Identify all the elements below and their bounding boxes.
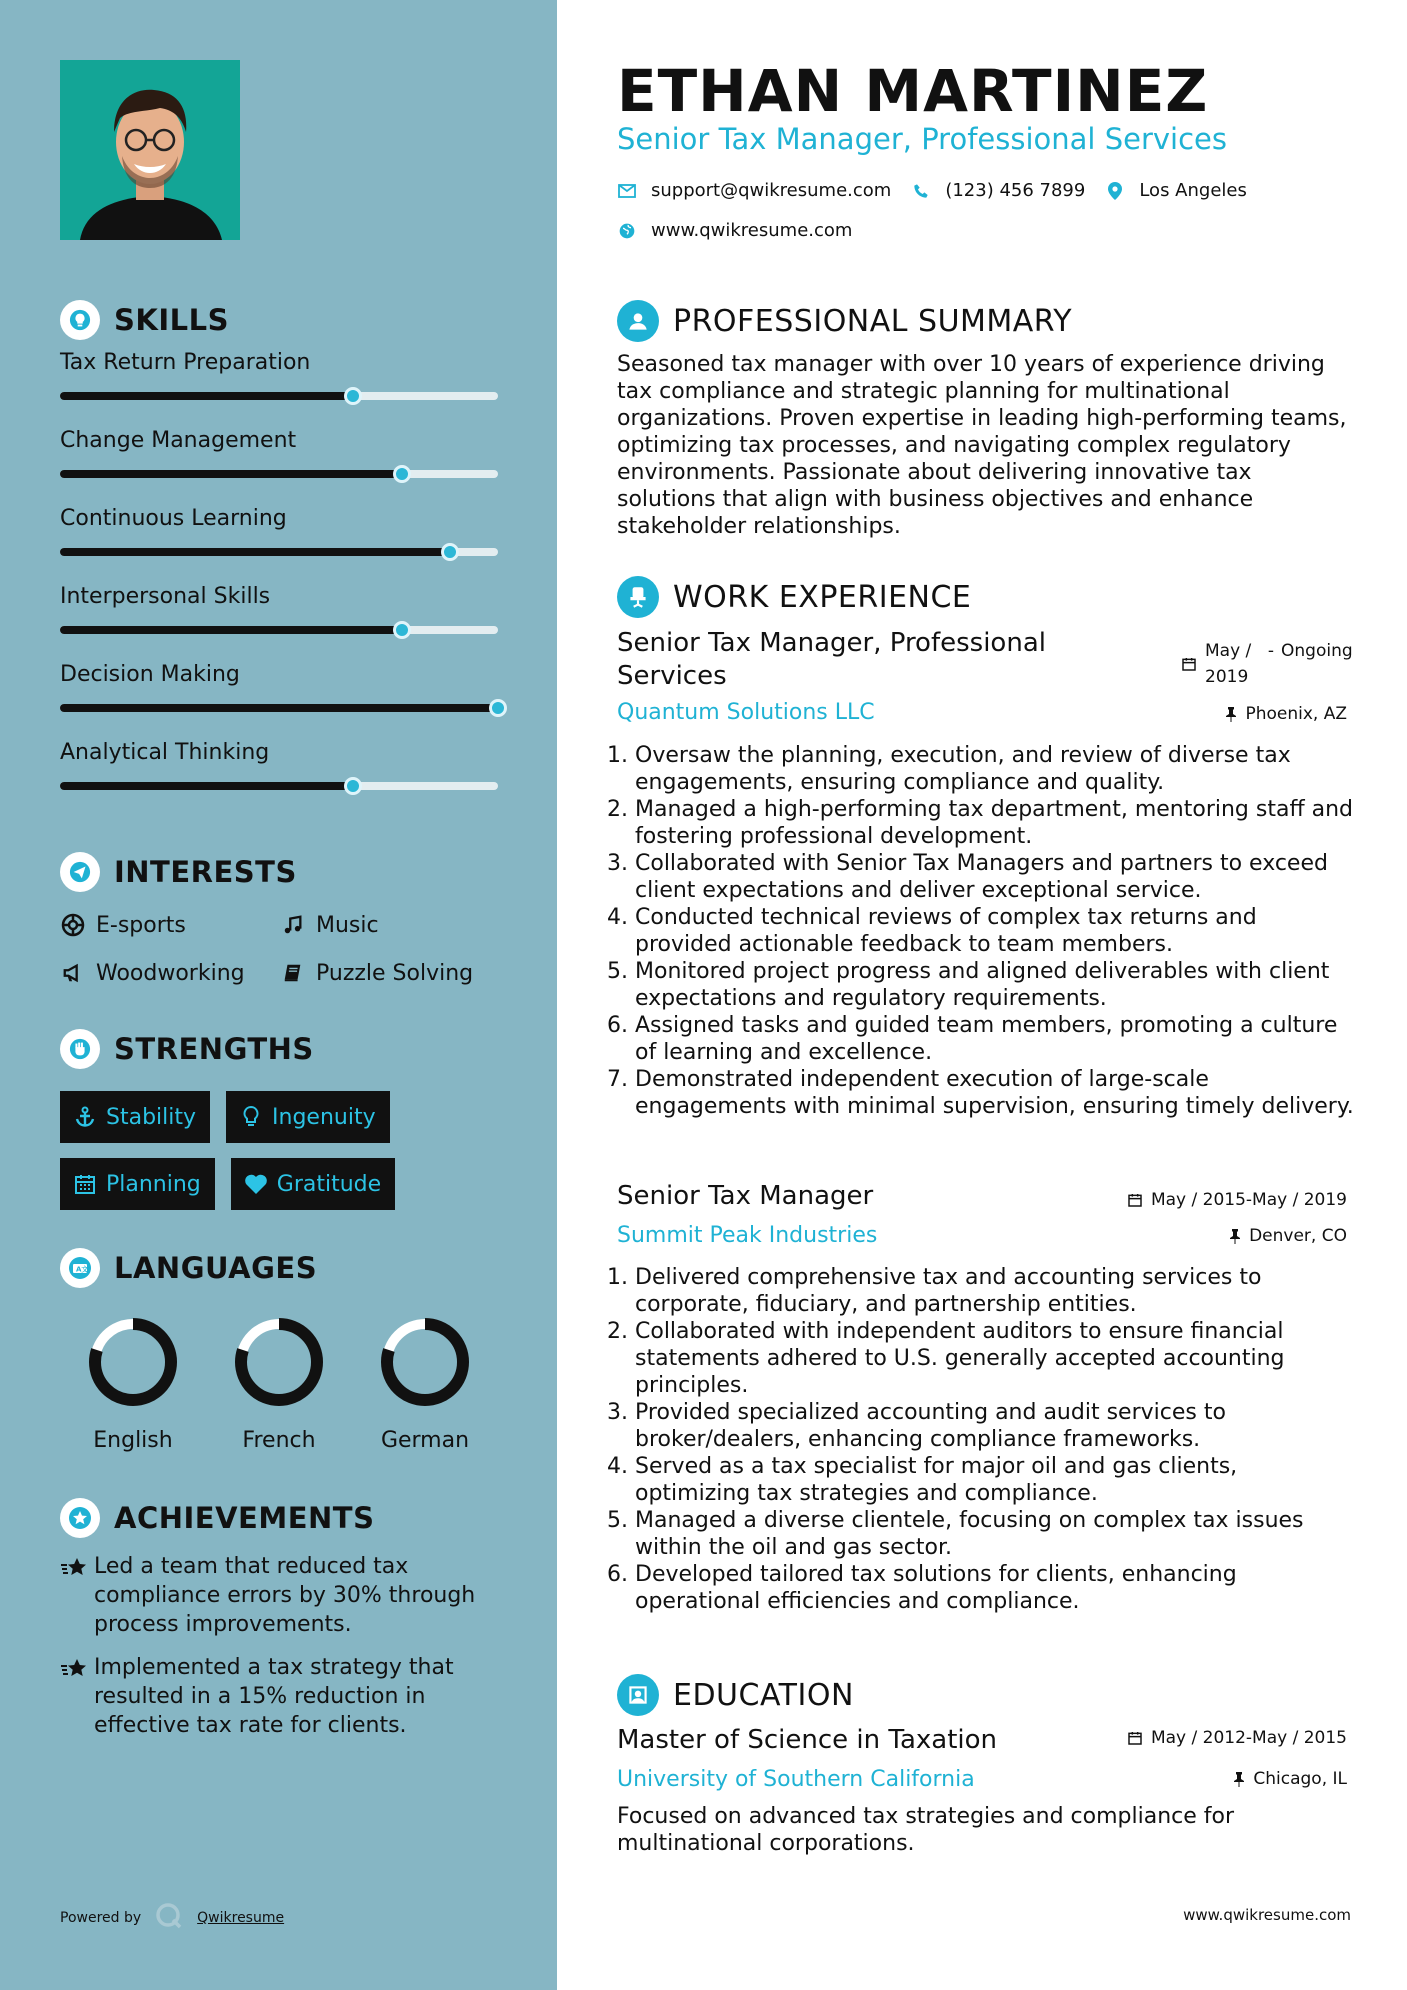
language-item (60, 1314, 206, 1453)
skill-name: Decision Making (60, 662, 240, 687)
star-badge-icon (60, 1498, 100, 1538)
anchor-icon (72, 1104, 98, 1130)
skill-level-knob (489, 699, 507, 717)
skill-item (60, 502, 500, 580)
achievement-text: Implemented a tax strategy that resulted in a 15% reduction in effective tax rate for clients. (94, 1655, 454, 1738)
interest-label: Puzzle Solving (316, 960, 474, 986)
interest-item (60, 958, 280, 988)
interest-item (60, 910, 280, 940)
pin-icon (1229, 1228, 1241, 1244)
education-dates-text: May / 2012-May / 2015 (1150, 1728, 1347, 1748)
education-title: EDUCATION (673, 1677, 854, 1713)
strength-badge (60, 1158, 215, 1210)
footer-url[interactable]: www.qwikresume.com (1183, 1906, 1351, 1924)
job-duties (617, 1264, 1357, 1615)
duty-item: 6. Assigned tasks and guided team members, promoting a culture of learning and excellence. (635, 1012, 1357, 1066)
duty-item: 4. Served as a tax specialist for major oil and gas clients, optimizing tax strategies and compliance. (635, 1453, 1357, 1507)
website-link[interactable]: www.qwikresume.com (651, 220, 853, 241)
skills-title: SKILLS (114, 303, 229, 337)
skill-name: Interpersonal Skills (60, 584, 271, 609)
skill-level-bar (60, 470, 498, 478)
job-date-end: Ongoing (1281, 641, 1353, 661)
profile-photo (60, 60, 240, 240)
strengths-title: STRENGTHS (114, 1032, 314, 1066)
star-icon (60, 1552, 94, 1639)
lightbulb-icon (238, 1104, 264, 1130)
envelope-icon (617, 181, 637, 201)
duty-item: 5. Managed a diverse clientele, focusing on complex tax issues within the oil and gas sector. (635, 1507, 1357, 1561)
language-item (352, 1314, 498, 1453)
paper-plane-icon (60, 852, 100, 892)
svg-text:A文: A文 (76, 1265, 89, 1274)
skill-level-knob (344, 387, 362, 405)
interest-label: Music (316, 912, 379, 938)
skills-list (60, 346, 500, 814)
education-location (1233, 1769, 1347, 1789)
map-marker-icon (1105, 181, 1125, 201)
languages-list (60, 1314, 500, 1453)
user-icon (617, 300, 659, 342)
job-title: Senior Tax Manager (617, 1181, 874, 1211)
strength-label: Stability (106, 1104, 197, 1130)
languages-section (60, 1248, 500, 1453)
achievement-item (60, 1653, 500, 1740)
skill-level-bar (60, 626, 498, 634)
achievements-section (60, 1498, 500, 1740)
job-location (1229, 1226, 1347, 1246)
language-label: French (242, 1428, 316, 1453)
globe-icon (617, 221, 637, 241)
job-dates-text: May / 2015-May / 2019 (1150, 1190, 1347, 1210)
lightbulb-icon (60, 300, 100, 340)
language-icon (60, 1248, 100, 1288)
phone-icon (911, 181, 931, 201)
duty-item: 7. Demonstrated independent execution of large-scale engagements with minimal supervision, ensuring timely delivery. (635, 1066, 1357, 1120)
job-dates (1127, 1190, 1347, 1210)
language-label: English (93, 1428, 173, 1453)
bullhorn-icon (60, 960, 86, 986)
job-location (1225, 704, 1347, 724)
powered-by (60, 1902, 284, 1934)
language-level-ring (377, 1314, 473, 1410)
duty-item: 2. Collaborated with independent auditors to ensure financial statements adhered to U.S. generally accepted accounting principles. (635, 1318, 1357, 1399)
school-name[interactable]: University of Southern California (617, 1767, 975, 1792)
degree-title: Master of Science in Taxation (617, 1725, 998, 1755)
skill-item (60, 424, 500, 502)
language-level-ring (85, 1314, 181, 1410)
skill-level-knob (393, 465, 411, 483)
candidate-role: Senior Tax Manager, Professional Services (617, 122, 1227, 156)
skill-level-bar (60, 392, 498, 400)
skill-name: Tax Return Preparation (60, 350, 311, 375)
skill-level-fill (60, 470, 402, 478)
language-label: German (380, 1428, 470, 1453)
skill-level-bar (60, 704, 498, 712)
duty-item: 2. Managed a high-performing tax department, mentoring staff and fostering professional development. (635, 796, 1357, 850)
education-description: Focused on advanced tax strategies and compliance for multinational corporations. (617, 1804, 1235, 1856)
qwikresume-logo-icon (155, 1902, 183, 1934)
job-location-text: Phoenix, AZ (1245, 704, 1347, 724)
calendar-icon (1181, 656, 1197, 672)
location-text: Los Angeles (1139, 180, 1247, 201)
company-name[interactable]: Quantum Solutions LLC (617, 700, 875, 725)
achievements-title: ACHIEVEMENTS (114, 1501, 375, 1535)
interests-title: INTERESTS (114, 855, 297, 889)
graduate-icon (617, 1674, 659, 1716)
skill-item (60, 346, 500, 424)
interest-label: Woodworking (96, 960, 245, 986)
star-icon (60, 1653, 94, 1740)
job-title: Senior Tax Manager, Professional Services (617, 628, 1046, 691)
skill-item (60, 658, 500, 736)
achievement-item (60, 1552, 500, 1639)
office-chair-icon (617, 576, 659, 618)
experience-title: WORK EXPERIENCE (673, 579, 972, 615)
pin-icon (1233, 1771, 1245, 1787)
book-icon (280, 960, 306, 986)
skill-item (60, 736, 500, 814)
interest-label: E-sports (96, 912, 186, 938)
strength-badge (226, 1091, 390, 1143)
sidebar (0, 0, 557, 1990)
experience-heading (617, 576, 971, 618)
skill-name: Continuous Learning (60, 506, 287, 531)
calendar-icon (1127, 1192, 1143, 1208)
powered-by-label: Powered by (60, 1910, 142, 1926)
job-date-start: May / 2019 (1205, 641, 1252, 687)
skill-level-knob (344, 777, 362, 795)
duty-item: 5. Monitored project progress and aligned deliverables with client expectations and regulatory requirements. (635, 958, 1357, 1012)
skill-level-fill (60, 548, 450, 556)
heart-icon (243, 1171, 269, 1197)
interest-item (280, 958, 500, 988)
achievement-text: Led a team that reduced tax compliance errors by 30% through process improvements. (94, 1554, 476, 1637)
job-dates: May / 2019 - Ongoing (1181, 638, 1357, 690)
language-level-ring (231, 1314, 327, 1410)
summary-text: Seasoned tax manager with over 10 years of experience driving tax compliance and strategic planning for multinational organizations. Proven expertise in leading high-performing teams, optimizing tax processes, and navigating complex regulatory environments. Passionate about delivering innovative tax solutions that align with business objectives and enhance stakeholder relationships. (617, 352, 1347, 539)
skill-level-bar (60, 782, 498, 790)
summary-heading (617, 300, 1072, 342)
candidate-name: ETHAN MARTINEZ (617, 57, 1209, 125)
education-heading (617, 1674, 854, 1716)
language-item (206, 1314, 352, 1453)
skill-item (60, 580, 500, 658)
duty-item: 1. Oversaw the planning, execution, and review of diverse tax engagements, ensuring compliance and quality. (635, 742, 1357, 796)
strength-badge (231, 1158, 395, 1210)
gamepad-icon (60, 912, 86, 938)
interests-section (60, 852, 500, 988)
skill-level-fill (60, 704, 498, 712)
strength-badge (60, 1091, 210, 1143)
strength-label: Ingenuity (272, 1104, 376, 1130)
duty-item: 3. Provided specialized accounting and audit services to broker/dealers, enhancing compliance frameworks. (635, 1399, 1357, 1453)
website-row (617, 220, 852, 241)
job-location-text: Denver, CO (1249, 1226, 1347, 1246)
pin-icon (1225, 706, 1237, 722)
languages-title: LANGUAGES (114, 1251, 318, 1285)
skill-level-bar (60, 548, 498, 556)
email-link[interactable]: support@qwikresume.com (651, 180, 892, 201)
skill-level-fill (60, 626, 402, 634)
duty-item: 4. Conducted technical reviews of complex tax returns and provided actionable feedback to team members. (635, 904, 1357, 958)
strength-label: Planning (106, 1171, 201, 1197)
skills-section (60, 300, 500, 814)
strengths-section (60, 1029, 500, 1210)
duty-item: 1. Delivered comprehensive tax and accounting services to corporate, fiduciary, and partnership entities. (635, 1264, 1357, 1318)
job-duties (617, 742, 1357, 1120)
skill-level-fill (60, 782, 353, 790)
calendar-icon (1127, 1730, 1143, 1746)
skill-level-fill (60, 392, 353, 400)
qwikresume-link[interactable]: Qwikresume (197, 1910, 285, 1926)
education-location-text: Chicago, IL (1253, 1769, 1347, 1789)
contact-row (617, 180, 1247, 201)
skill-name: Analytical Thinking (60, 740, 270, 765)
duty-item: 6. Developed tailored tax solutions for clients, enhancing operational efficiencies and compliance. (635, 1561, 1357, 1615)
skill-level-knob (441, 543, 459, 561)
strength-label: Gratitude (276, 1171, 382, 1197)
summary-title: PROFESSIONAL SUMMARY (673, 303, 1073, 339)
education-dates (1127, 1728, 1347, 1748)
interest-item (280, 910, 500, 940)
phone-text[interactable]: (123) 456 7899 (945, 180, 1086, 201)
skill-level-knob (393, 621, 411, 639)
skill-name: Change Management (60, 428, 297, 453)
music-icon (280, 912, 306, 938)
fist-icon (60, 1029, 100, 1069)
duty-item: 3. Collaborated with Senior Tax Managers and partners to exceed client expectations and deliver exceptional service. (635, 850, 1357, 904)
calendar-icon (72, 1171, 98, 1197)
company-name[interactable]: Summit Peak Industries (617, 1223, 878, 1248)
